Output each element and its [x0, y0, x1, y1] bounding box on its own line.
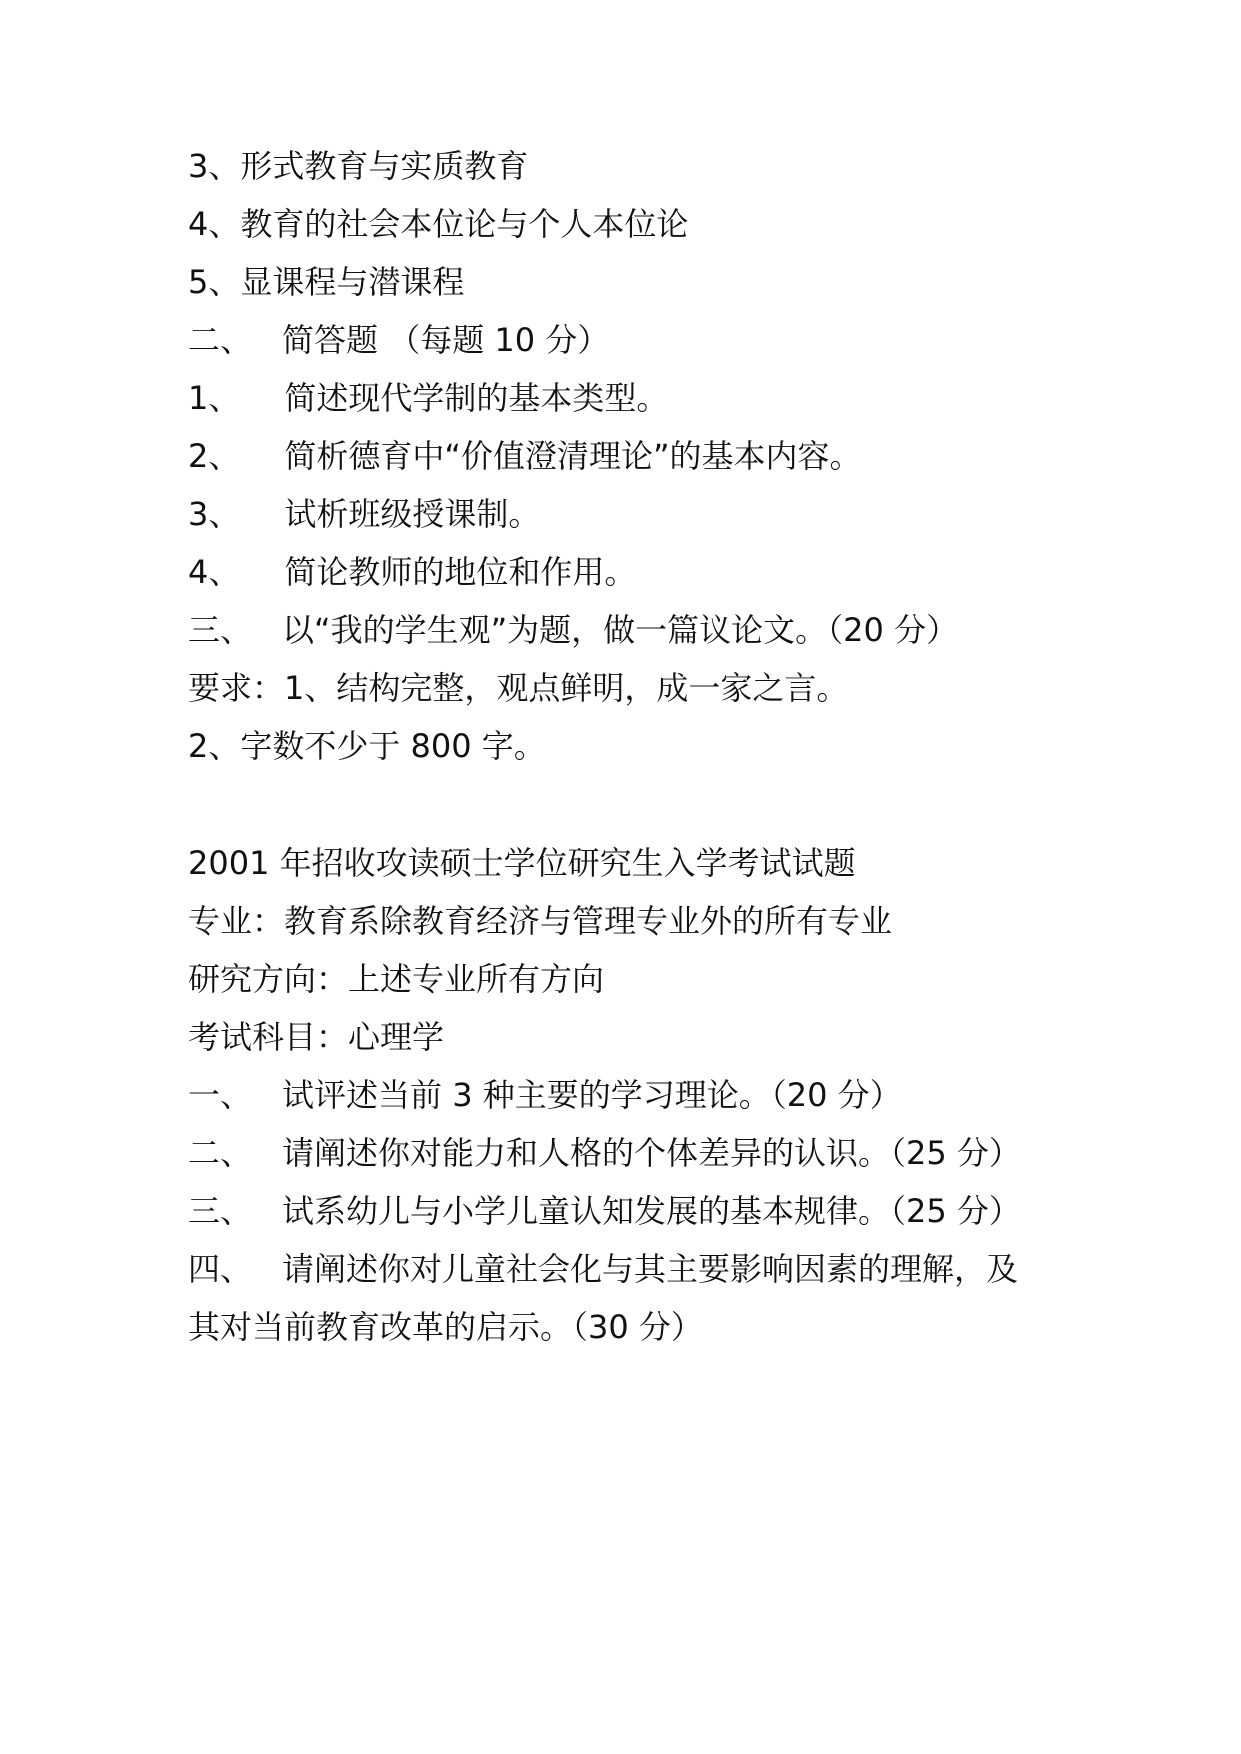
short-answer-question-4: 4、 简论教师的地位和作用。	[188, 553, 637, 591]
psychology-question-4-continued: 其对当前教育改革的启示。（30 分）	[188, 1308, 703, 1346]
exam-subject: 考试科目：心理学	[188, 1018, 445, 1056]
short-answer-heading: 二、 简答题 （每题 10 分）	[188, 321, 610, 359]
short-answer-question-1: 1、 简述现代学制的基本类型。	[188, 379, 669, 417]
short-answer-question-2: 2、 简析德育中“价值澄清理论”的基本内容。	[188, 437, 862, 475]
psychology-question-1: 一、 试评述当前 3 种主要的学习理论。（20 分）	[188, 1076, 902, 1114]
psychology-question-4: 四、 请阐述你对儿童社会化与其主要影响因素的理解，及	[188, 1250, 1019, 1288]
essay-question: 三、 以“我的学生观”为题，做一篇议论文。（20 分）	[188, 611, 959, 649]
essay-requirement-2: 2、字数不少于 800 字。	[188, 727, 546, 765]
exam-research-direction: 研究方向：上述专业所有方向	[188, 960, 605, 998]
psychology-question-2: 二、 请阐述你对能力和人格的个体差异的认识。（25 分）	[188, 1134, 1021, 1172]
essay-requirement-1: 要求：1、结构完整，观点鲜明，成一家之言。	[188, 669, 849, 707]
psychology-question-3: 三、 试系幼儿与小学儿童认知发展的基本规律。（25 分）	[188, 1192, 1021, 1230]
term-item-5: 5、显课程与潜课程	[188, 263, 465, 301]
term-item-4: 4、教育的社会本位论与个人本位论	[188, 205, 689, 243]
short-answer-question-3: 3、 试析班级授课制。	[188, 495, 541, 533]
term-item-3: 3、形式教育与实质教育	[188, 147, 529, 185]
exam-title: 2001 年招收攻读硕士学位研究生入学考试试题	[188, 844, 856, 882]
exam-major: 专业：教育系除教育经济与管理专业外的所有专业	[188, 902, 893, 940]
